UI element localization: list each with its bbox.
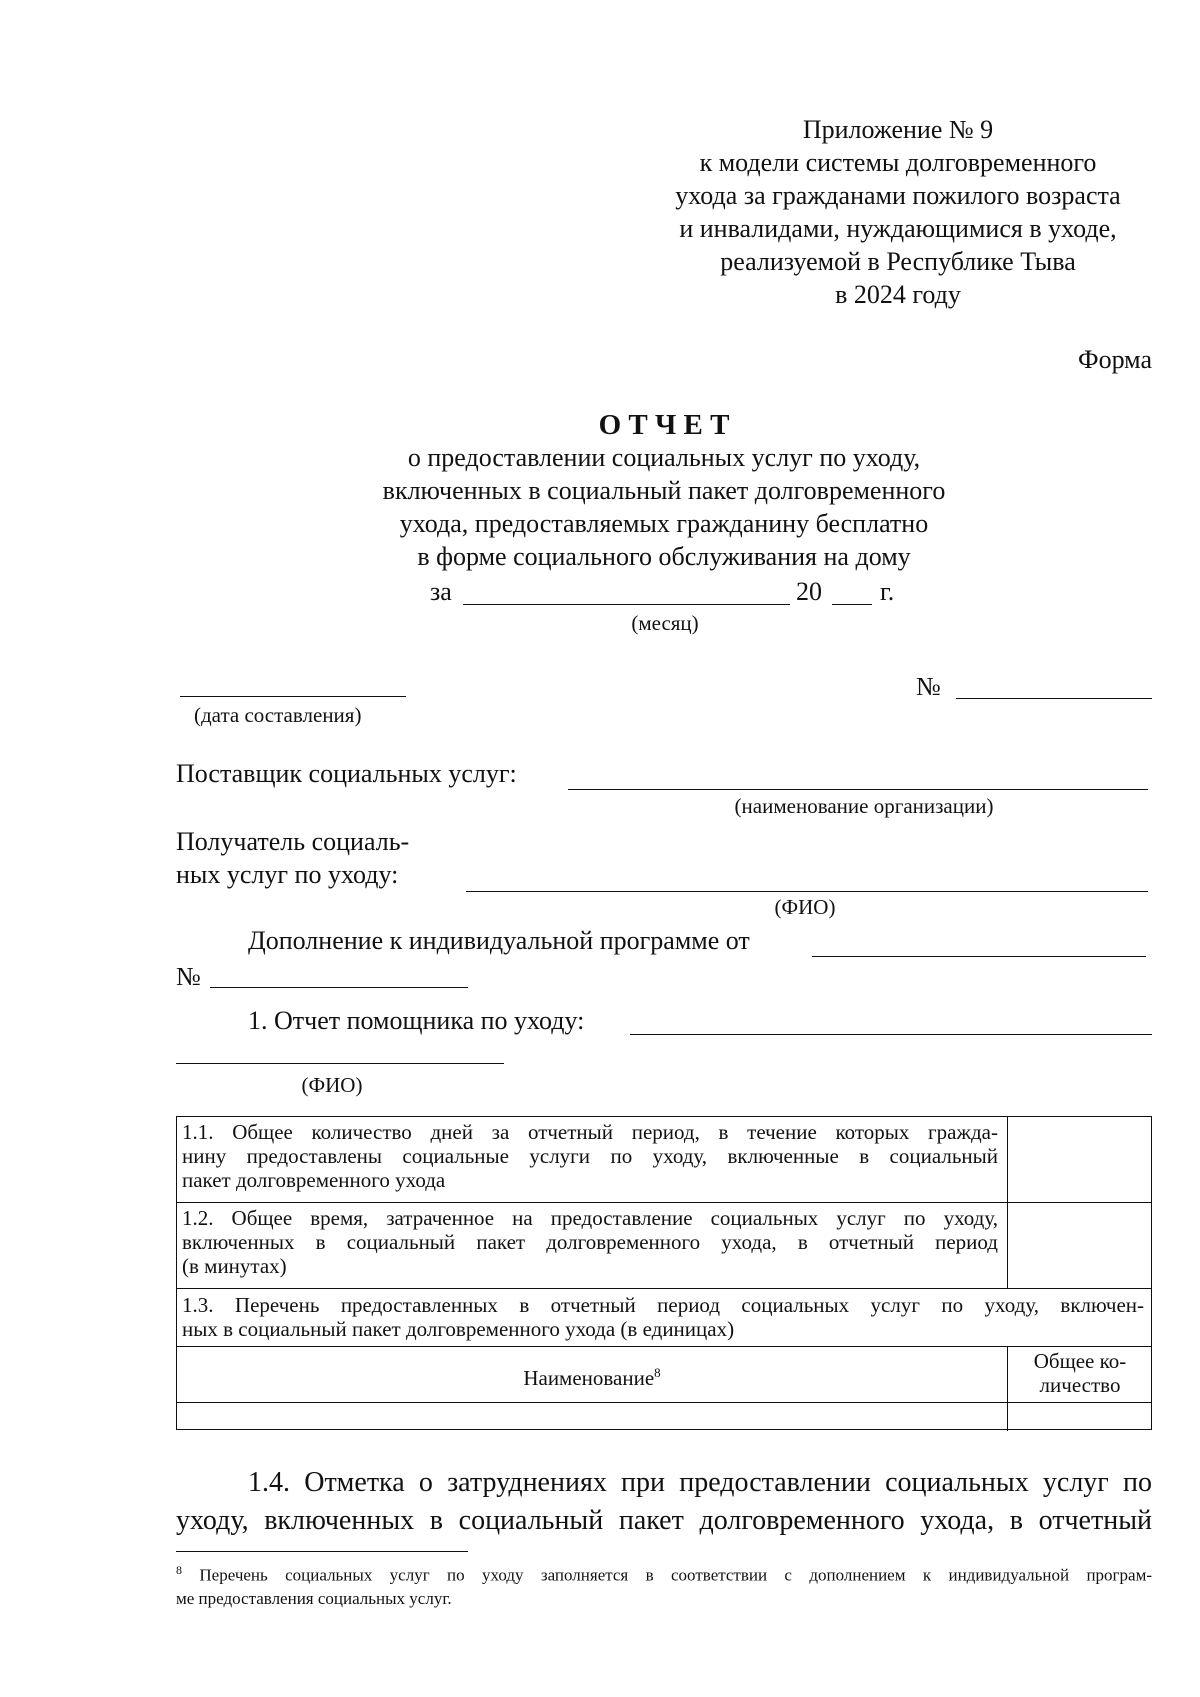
report-table (176, 1116, 1152, 1430)
appendix-line: ухода за гражданами пожилого возраста (675, 181, 1121, 210)
table-row-text: ных в социальный пакет долговременного ухода (в единицах) (182, 1317, 735, 1341)
footnote-line2: ме предоставления социальных услуг. (176, 1588, 452, 1608)
table-vertical-divider (1007, 1346, 1008, 1431)
appendix-line: к модели системы долговременного (699, 148, 1097, 177)
report-subtitle-line: включенных в социальный пакет долговременного (382, 476, 946, 505)
table-row-1-1-value[interactable] (1009, 1117, 1149, 1201)
table-row-text: 1.3. Перечень предоставленных в отчетный период социальных услуг по уходу, включен- (182, 1293, 1144, 1317)
assistant-caption: (ФИО) (301, 1073, 363, 1097)
supplement-number-field[interactable] (210, 987, 468, 988)
table-row-text: пакет долговременного ухода (182, 1168, 446, 1192)
assistant-field[interactable] (630, 1034, 1152, 1035)
provider-caption: (наименование организации) (734, 794, 994, 818)
table-vertical-divider (1007, 1117, 1008, 1288)
section-1-4-line2: уходу, включенных в социальный пакет долговременного ухода, в отчетный (176, 1505, 1152, 1536)
month-caption: (месяц) (631, 611, 699, 635)
date-caption: (дата составления) (194, 703, 362, 727)
table-row-1-2-value[interactable] (1009, 1203, 1149, 1287)
table-row-text: нину предоставлены социальные услуги по уходу, включенные в социальный (182, 1144, 998, 1168)
report-title: О Т Ч Е Т (598, 409, 730, 441)
assistant-label: 1. Отчет помощника по уходу: (248, 1006, 585, 1035)
footnote-mark: 8 (176, 1563, 182, 1577)
table-divider (177, 1288, 1151, 1289)
supplement-label: Дополнение к индивидуальной программе от (248, 926, 750, 955)
table-row-text: 1.1. Общее количество дней за отчетный период, в течение которых гражда- (182, 1120, 998, 1144)
appendix-line: в 2024 году (835, 280, 961, 309)
table-row-1-3 (182, 1293, 1144, 1341)
recipient-field[interactable] (466, 891, 1148, 892)
table-row-text: (в минутах) (182, 1254, 287, 1278)
column-header-total-line: личество (1039, 1373, 1121, 1397)
footnote (176, 1559, 1152, 1610)
footnote-text: Перечень социальных услуг по уходу заполняется в соответствии с дополнением к индивидуальной програм- (199, 1565, 1152, 1585)
table-divider (177, 1202, 1151, 1203)
section-1-4-line1: 1.4. Отметка о затруднениях при предоставлении социальных услуг по (248, 1467, 1152, 1498)
table-divider (177, 1346, 1151, 1347)
column-header-total (1009, 1349, 1151, 1397)
recipient-label-line1: Получатель социаль- (176, 827, 410, 856)
table-row-1-2 (182, 1206, 998, 1278)
table-row-text: 1.2. Общее время, затраченное на предоставление социальных услуг по уходу, (182, 1206, 998, 1230)
table-empty-total-cell[interactable] (1009, 1404, 1149, 1429)
table-empty-name-cell[interactable] (177, 1404, 1006, 1429)
supplement-number-label: № (176, 962, 201, 991)
recipient-label-line2: ных услуг по уходу: (176, 860, 399, 889)
table-row-text: включенных в социальный пакет долговременного ухода, в отчетный период (182, 1230, 998, 1254)
provider-label: Поставщик социальных услуг: (176, 759, 517, 788)
footnote-separator (176, 1551, 468, 1552)
footnote-ref: 8 (654, 1365, 661, 1380)
period-suffix: г. (880, 577, 895, 606)
form-label: Форма (1078, 345, 1152, 374)
date-field[interactable] (180, 696, 406, 697)
footnote-line1 (176, 1559, 1152, 1587)
section-1-4 (176, 1464, 1152, 1540)
report-subtitle-line: о предоставлении социальных услуг по уходу, (407, 443, 921, 472)
appendix-line: реализуемой в Республике Тыва (720, 247, 1076, 276)
report-number-field[interactable] (956, 698, 1152, 699)
number-label: № (916, 672, 941, 701)
month-field[interactable] (463, 604, 790, 605)
provider-field[interactable] (568, 789, 1148, 790)
report-subtitle-line: в форме социального обслуживания на дому (417, 542, 911, 571)
report-subtitle-line: ухода, предоставляемых гражданину бесплатно (399, 509, 929, 538)
column-header-name (177, 1361, 1007, 1390)
table-row-1-1 (182, 1120, 998, 1192)
recipient-caption: (ФИО) (774, 895, 836, 919)
column-header-total-line: Общее ко- (1033, 1349, 1127, 1373)
column-header-name-text: Наименование (523, 1366, 655, 1390)
period-year-prefix: 20 (796, 577, 822, 606)
appendix-line: Приложение № 9 (802, 115, 994, 144)
year-field[interactable] (832, 604, 872, 605)
supplement-date-field[interactable] (812, 956, 1146, 957)
table-divider (177, 1402, 1151, 1403)
assistant-field-continued[interactable] (176, 1063, 504, 1064)
appendix-line: и инвалидами, нуждающимися в уходе, (679, 214, 1117, 243)
period-prefix: за (430, 577, 452, 606)
